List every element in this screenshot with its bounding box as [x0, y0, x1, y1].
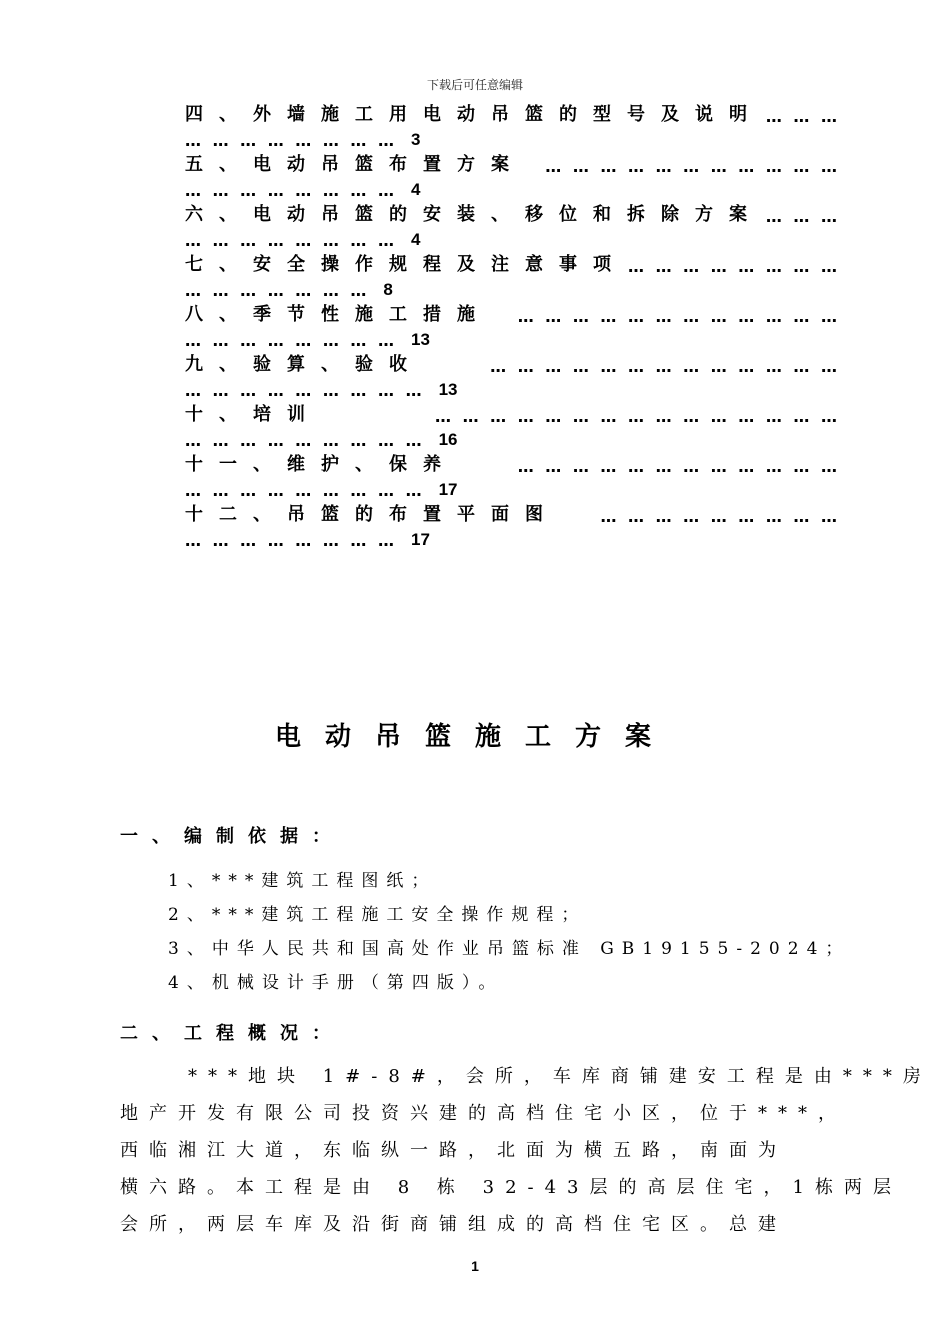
toc-title: 十一、维护、保养: [185, 454, 457, 475]
toc-title: 八、季节性施工措施: [185, 304, 491, 325]
toc-page-number: 13: [411, 330, 430, 349]
page-number: 1: [471, 1258, 479, 1274]
toc-leader: … … … … … … … … … … … … …: [490, 357, 840, 376]
toc-title: 六、电动吊篮的安装、移位和拆除方案: [185, 204, 763, 225]
list-item: 3、中华人民共和国高处作业吊篮标准 GB19155-2024；: [168, 939, 851, 959]
toc-page-number: 13: [438, 380, 458, 399]
toc-leader: … … … … … … … … …: [185, 481, 425, 500]
toc-entry[interactable]: [185, 350, 840, 400]
toc-title: 七、安全操作规程及注意事项: [185, 254, 627, 275]
toc-leader: … … … … … … … … … … … … … … …: [435, 407, 840, 426]
section-heading: 二、工程概况：: [120, 1023, 344, 1044]
list-item: 2、***建筑工程施工安全操作规程；: [168, 905, 587, 925]
toc-entry[interactable]: [185, 300, 840, 350]
document-title: 电动吊篮施工方案: [274, 722, 675, 752]
toc-leader: … … … … … … … …: [185, 331, 397, 350]
basis-list: [168, 866, 858, 1002]
toc-leader: … … … … … … … …: [185, 131, 397, 150]
toc-entry[interactable]: [185, 200, 840, 250]
toc-title: 四、外墙施工用电动吊篮的型号及说明: [185, 104, 763, 125]
paragraph-line: 横六路。本工程是由 8 栋 32-43层的高层住宅，1栋两层: [120, 1177, 902, 1198]
table-of-contents: [185, 100, 840, 550]
list-item: 1、***建筑工程图纸；: [168, 871, 437, 891]
toc-entry[interactable]: [185, 100, 840, 150]
toc-entry[interactable]: [185, 400, 840, 450]
toc-page-number: 4: [411, 230, 421, 249]
toc-title: 五、电动吊篮布置方案: [185, 154, 525, 175]
toc-leader: … … … … … … … … …: [600, 507, 840, 526]
toc-leader: … … …: [765, 107, 840, 126]
toc-title: 九、验算、验收: [185, 354, 423, 375]
paragraph-line: 西临湘江大道，东临纵一路，北面为横五路，南面为: [120, 1140, 787, 1161]
paragraph-line: 地产开发有限公司投资兴建的高档住宅小区，位于***，: [120, 1103, 847, 1124]
toc-leader: … … … … … … … … … … … …: [517, 307, 840, 326]
toc-entry[interactable]: [185, 500, 840, 550]
toc-title: 十二、吊篮的布置平面图: [185, 504, 559, 525]
toc-entry[interactable]: [185, 250, 840, 300]
paragraph-line: 会所，两层车库及沿街商铺组成的高档住宅区。总建: [120, 1214, 787, 1235]
toc-leader: … … … … … … … … … … … …: [517, 457, 840, 476]
toc-entry[interactable]: [185, 450, 840, 500]
overview-paragraph: [120, 1062, 932, 1247]
toc-page-number: 3: [411, 130, 421, 149]
list-item: 4、机械设计手册（第四版）。: [168, 973, 504, 993]
toc-page-number: 8: [383, 280, 393, 299]
header-note: 下载后可任意编辑: [426, 78, 523, 92]
toc-leader: … … … … … … … … …: [185, 431, 425, 450]
toc-leader: … … … … … … … …: [628, 257, 840, 276]
section-heading: 一、编制依据：: [120, 826, 344, 847]
toc-leader: … … … … … … …: [185, 281, 370, 300]
toc-leader: … … … … … … … …: [185, 181, 397, 200]
toc-page-number: 16: [438, 430, 458, 449]
toc-page-number: 4: [411, 180, 421, 199]
toc-title: 十、培训: [185, 404, 321, 425]
paragraph-line: ***地块 1#-8#，会所，车库商铺建安工程是由***房: [188, 1066, 932, 1087]
toc-leader: … … … … … … … …: [185, 531, 397, 550]
toc-leader: … … … … … … … …: [185, 231, 397, 250]
toc-entry[interactable]: [185, 150, 840, 200]
toc-leader: … … … … … … … … …: [185, 381, 425, 400]
toc-page-number: 17: [411, 530, 430, 549]
toc-leader: … … …: [765, 207, 840, 226]
toc-page-number: 17: [438, 480, 458, 499]
toc-leader: … … … … … … … … … … …: [545, 157, 840, 176]
